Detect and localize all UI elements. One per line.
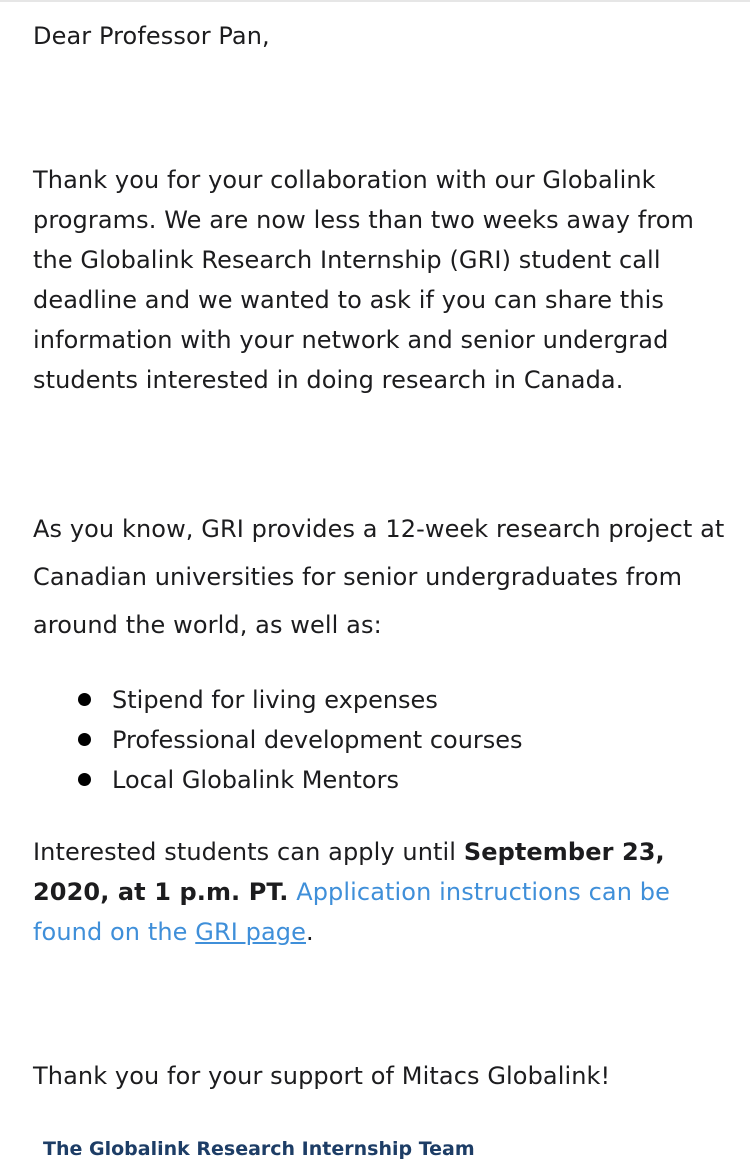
list-item-label: Professional development courses: [112, 726, 523, 754]
email-paragraph-program: As you know, GRI provides a 12-week research project at Canadian universities for senior undergraduates from around the world, as well as:: [33, 515, 725, 639]
bullet-icon: [78, 773, 91, 786]
deadline-date: September 23, 2020, at 1 p.m. PT.: [33, 838, 665, 906]
top-divider: [0, 0, 750, 2]
gri-page-link[interactable]: GRI page: [195, 918, 306, 946]
list-item-label: Local Globalink Mentors: [112, 766, 399, 794]
email-paragraph-thanks: Thank you for your support of Mitacs Globalink!: [33, 1062, 611, 1090]
list-item-label: Stipend for living expenses: [112, 686, 438, 714]
list-item: [0, 720, 750, 760]
benefits-list: [0, 680, 750, 800]
email-greeting: Dear Professor Pan,: [33, 22, 270, 50]
list-item: [0, 680, 750, 720]
instructions-text: Application instructions can be found on the: [33, 878, 670, 946]
bullet-icon: [78, 693, 91, 706]
list-item: [0, 760, 750, 800]
bullet-icon: [78, 733, 91, 746]
email-paragraph-intro: Thank you for your collaboration with our Globalink programs. We are now less than two weeks away from the Globalink Research Internship (GRI) student call deadline and we wanted to ask if you can share this information with your network and senior undergrad students interested in doing research in Canada.: [33, 166, 695, 394]
deadline-end-punctuation: .: [306, 918, 314, 946]
deadline-lead-text: Interested students can apply until: [33, 838, 464, 866]
email-paragraph-deadline: [33, 832, 733, 952]
email-signature: The Globalink Research Internship Team: [43, 1138, 475, 1160]
